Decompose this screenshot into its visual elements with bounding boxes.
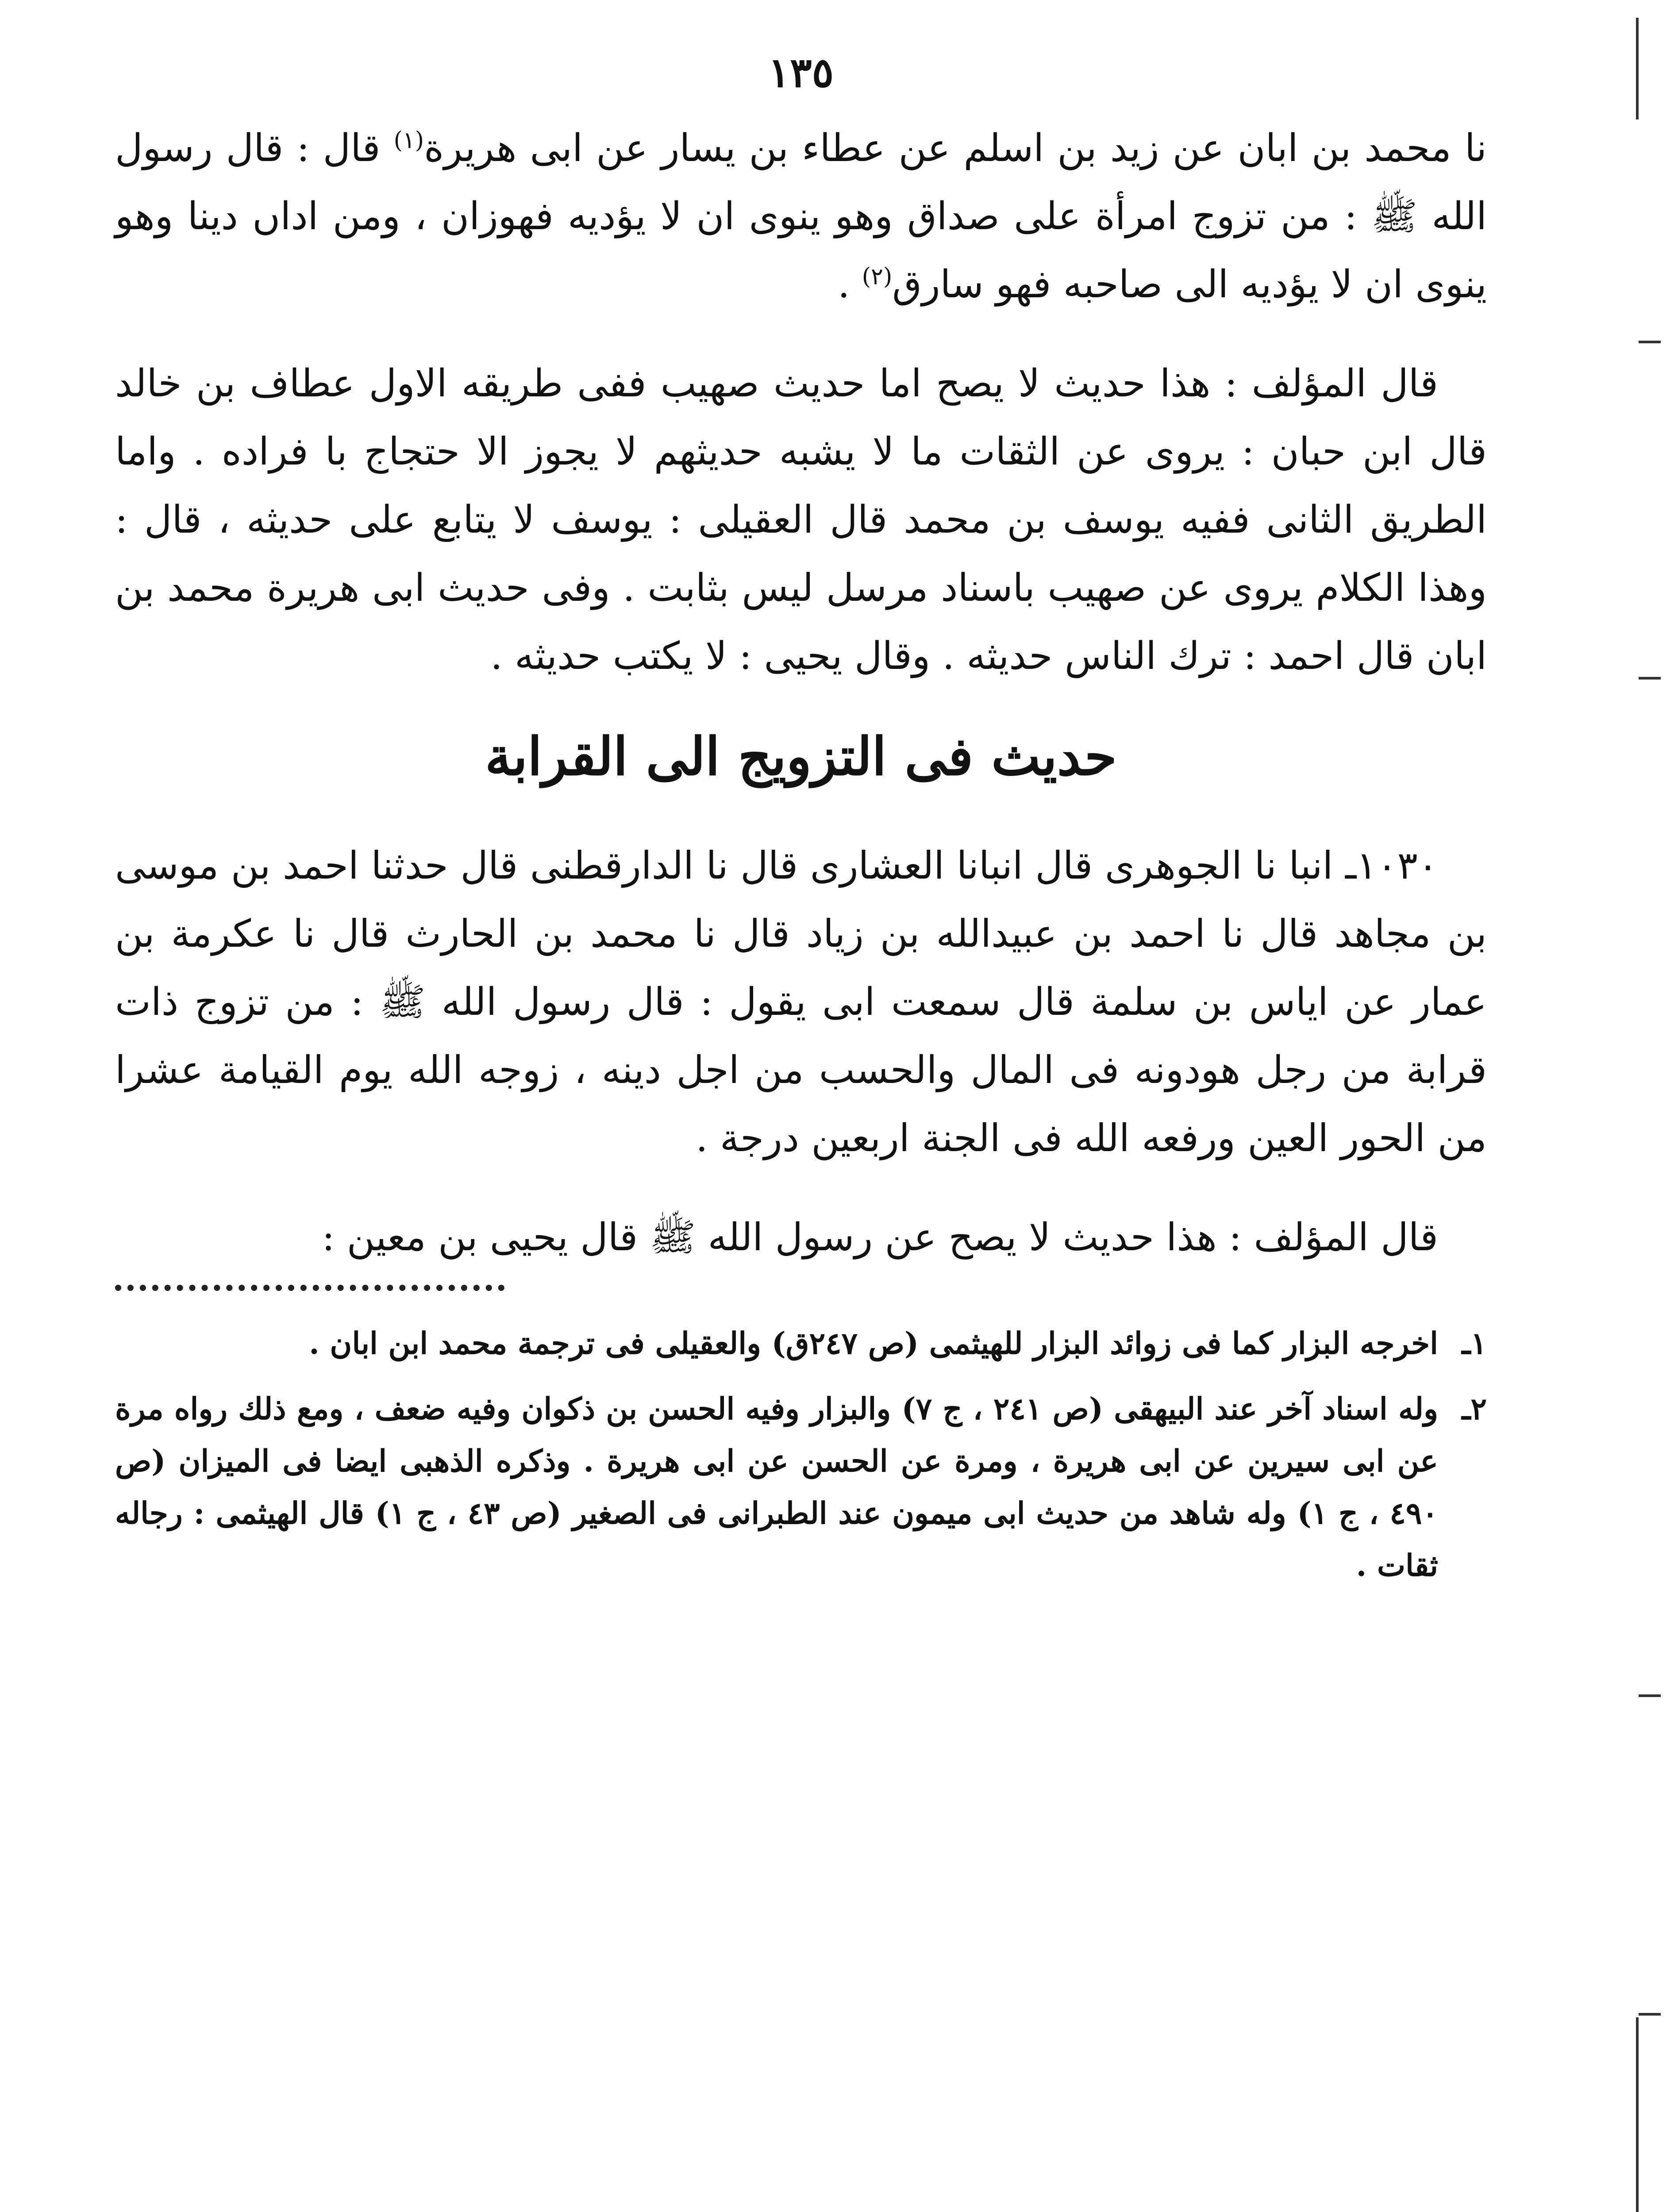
paragraph-1-text-after: قال : قال رسول الله ﷺ : من تزوج امرأة على صداق وهو ينوى ان لا يؤديه فهوزان ، ومن اداں دينا وهو ينوى ان لا يؤديه الى صاحبه فهو سارق	[115, 126, 1487, 307]
paragraph-2: قال المؤلف : هذا حديث لا يصح اما حديث صهيب ففى طريقه الاول عطاف بن خالد قال ابن حبان : يروى عن الثقات ما لا يشبه حديثهم لا يجوز الا حتجاج با فراده . واما الطريق الثانى ففيه يوسف بن محمد قال العقيلى : يوسف لا يتابع على حديثه ، قال : وهذا الكلام يروى عن صهيب باسناد مرسل ليس بثابت . وفى حديث ابى هريرة محمد بن ابان قال احمد : ترك الناس حديثه . وقال يحيى : لا يكتب حديثه .	[115, 361, 1487, 678]
author-note: قال المؤلف : هذا حديث لا يصح عن رسول الله ﷺ قال يحيى بن معين :	[322, 1215, 1438, 1260]
footnote-1	[115, 1317, 1487, 1370]
margin-line-top	[1636, 18, 1639, 119]
document-page	[115, 49, 1487, 2212]
margin-tick	[1639, 677, 1661, 680]
footnote-ref-1[interactable]: (١)	[393, 127, 424, 154]
footnote-2-text: وله اسناد آخر عند البيهقى (ص ٢٤١ ، ج ٧) والبزار وفيه الحسن بن ذكوان وفيه ضعف ، ومع ذلك رواه مرة عن ابى سيرين عن ابى هريرة ، ومرة عن الحسن عن ابى هريرة . وذكره الذهبى ايضا فى الميزان (ص ٤٩٠ ، ج ١) وله شاهد من حديث ابى ميمون عند الطبرانى فى الصغير (ص ٤٣ ، ج ١) قال الهيثمى : رجاله ثقات .	[115, 1391, 1439, 1583]
hadith-paragraph: ١٠٣٠ـ انبا نا الجوهرى قال انبانا العشارى قال نا الدارقطنى قال حدثنا احمد بن موسى بن مجاهد قال نا احمد بن عبيدالله بن زياد قال نا محمد بن الحارث قال نا عكرمة بن عمار عن اياس بن سلمة قال سمعت ابى يقول : قال رسول الله ﷺ : من تزوج ذات قرابة من رجل هودونه فى المال والحسب من اجل دينه ، زوجه الله يوم القيامة عشرا من الحور العين ورفعه الله فى الجنة اربعين درجة .	[115, 844, 1487, 1160]
margin-tick	[1639, 1694, 1661, 1697]
footnote-ref-2[interactable]: (٢)	[862, 263, 893, 290]
footnote-1-text: اخرجه البزار كما فى زوائد البزار للهيثمى (ص ٢٤٧ق) والعقيلى فى ترجمة محمد ابن ابان .	[309, 1326, 1438, 1361]
footnote-2	[115, 1383, 1487, 1592]
page-number: ١٣٥	[768, 49, 834, 96]
margin-tick	[1639, 341, 1661, 343]
paragraph-1-text: نا محمد بن ابان عن زيد بن اسلم عن عطاء بن يسار عن ابى هريرة	[424, 126, 1487, 170]
paragraph-1	[115, 114, 1487, 319]
footnote-2-number: ٢ـ	[1462, 1391, 1487, 1427]
footnote-1-number: ١ـ	[1462, 1326, 1487, 1361]
paragraph-1-text-end: .	[838, 262, 862, 307]
footnote-separator	[115, 1285, 504, 1291]
margin-line-bottom	[1636, 2017, 1639, 2212]
section-heading: حديث فى التزويج الى القرابة	[485, 726, 1117, 787]
margin-tick	[1639, 2013, 1661, 2016]
